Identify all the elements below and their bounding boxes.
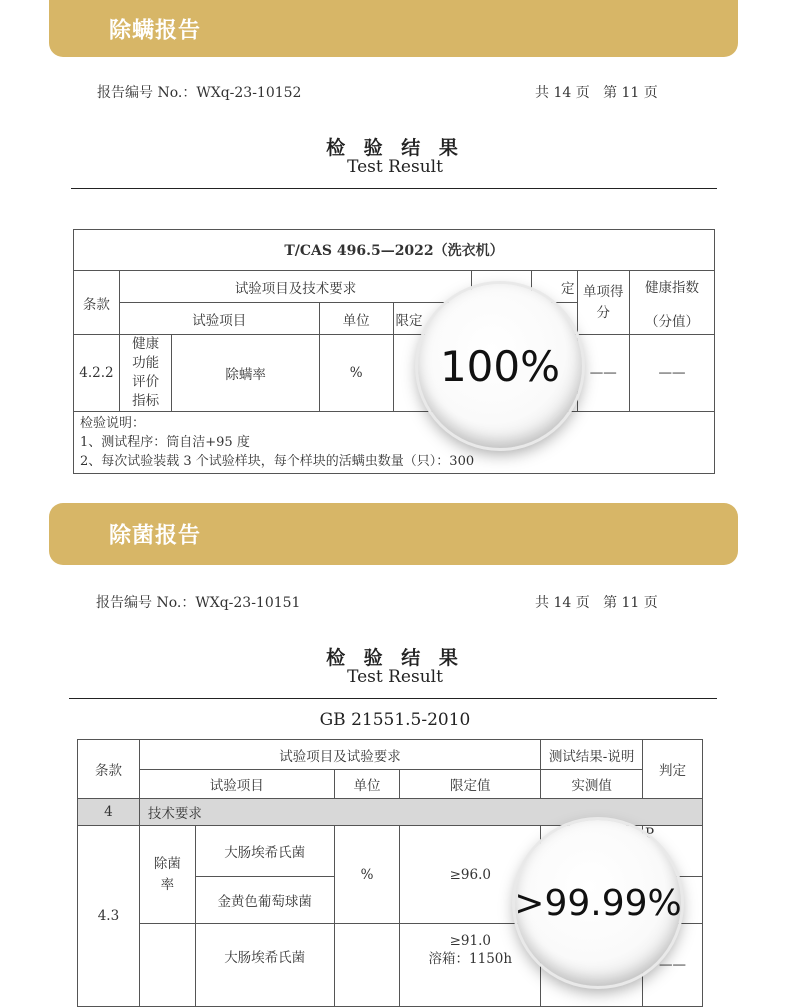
row-item: 除螨率 xyxy=(172,335,319,412)
row-category: 健康功能评价指标 xyxy=(119,335,172,412)
row-group: 除菌率 xyxy=(139,826,195,924)
row-unit-2 xyxy=(334,924,400,1007)
title-divider xyxy=(69,698,717,699)
notes-title: 检验说明： xyxy=(80,416,146,431)
items-req-header: 试验项目及技术要求 xyxy=(119,271,471,303)
verdict-3: —— xyxy=(643,924,703,1007)
verdict-header: 判定 xyxy=(643,740,703,799)
bacteria-ecoli-2: 大肠埃希氏菌 xyxy=(195,924,334,1007)
result-header-partial: 定 xyxy=(532,271,577,303)
bacteria-staph: 金黄色葡萄球菌 xyxy=(195,877,334,924)
note-1: 1、测试程序：筒自洁+95 度 xyxy=(80,435,250,450)
title-divider xyxy=(71,188,717,189)
row-clause: 4.3 xyxy=(78,826,140,1007)
result-title-cn: 检 验 结 果 xyxy=(326,647,464,669)
bacteria-ecoli: 大肠埃希氏菌 xyxy=(195,826,334,877)
result-desc-header: 测试结果-说明 xyxy=(541,740,643,770)
row-group-2 xyxy=(139,924,195,1007)
note-2: 2、每次试验装载 3 个试验样块，每个样块的活螨虫数量（只）：300 xyxy=(80,454,475,469)
page-info: 共 14 页 第 11 页 xyxy=(535,595,658,611)
banner-title: 除菌报告 xyxy=(109,523,202,549)
report-number: 报告编号 No.：WXq-23-10152 xyxy=(97,85,302,101)
page-info: 共 14 页 第 11 页 xyxy=(535,85,658,101)
result-title-cn: 检 验 结 果 xyxy=(326,137,464,159)
item-header: 试验项目 xyxy=(139,770,334,799)
limit-header: 限定值 xyxy=(400,770,541,799)
section-title: 技术要求 xyxy=(139,799,702,826)
magnifier-mite-rate: 100% xyxy=(418,284,582,448)
row-health: —— xyxy=(630,335,715,412)
row-clause: 4.2.2 xyxy=(74,335,120,412)
section-number: 4 xyxy=(78,799,140,826)
magnifier-bacteria-rate: >99.99% xyxy=(515,820,681,986)
health-index-header: 健康指数 （分值） xyxy=(630,271,715,335)
row-limit-2: ≥91.0 溶箱：1150h xyxy=(400,924,541,1007)
clause-header: 条款 xyxy=(78,740,140,799)
items-req-header: 试验项目及试验要求 xyxy=(139,740,540,770)
unit-header: 单位 xyxy=(334,770,400,799)
clause-header: 条款 xyxy=(74,271,120,335)
mite-result-table xyxy=(73,229,715,474)
banner-title: 除螨报告 xyxy=(109,18,202,43)
item-score-header: 单项得分 xyxy=(577,271,630,335)
test-notes xyxy=(74,412,715,474)
measured-header: 实测值 xyxy=(541,770,643,799)
report-number: 报告编号 No.：WXq-23-10151 xyxy=(96,595,301,611)
result-title-en: Test Result xyxy=(347,157,443,177)
row-score: —— xyxy=(577,335,630,412)
mite-report-banner xyxy=(49,0,738,57)
result-title-en: Test Result xyxy=(347,667,443,687)
limit-header: 限定 xyxy=(393,303,472,335)
bacteria-report-banner xyxy=(49,503,738,565)
row-unit: % xyxy=(319,335,393,412)
row-limit: ≥96.0 xyxy=(400,826,541,924)
unit-header: 单位 xyxy=(319,303,393,335)
row-unit: % xyxy=(334,826,400,924)
standard-header: T/CAS 496.5—2022（洗衣机） xyxy=(74,230,715,271)
standard-title: GB 21551.5-2010 xyxy=(319,710,471,730)
item-header: 试验项目 xyxy=(119,303,319,335)
verdict-1: P xyxy=(643,826,703,877)
